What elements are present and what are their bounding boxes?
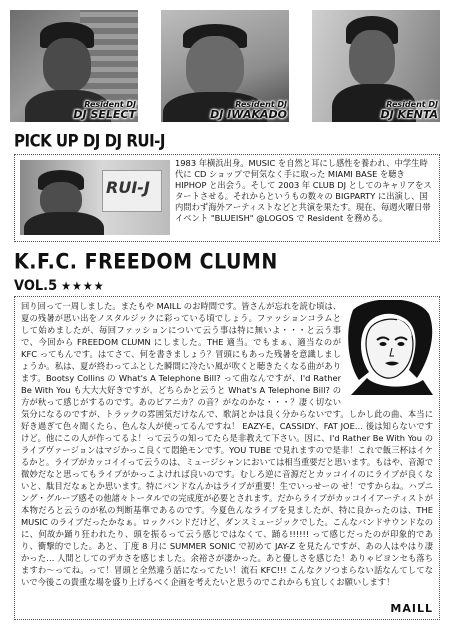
pickup-bio: 1983 年横浜出身。MUSIC を自然と耳にし感性を養われ、中学生時代に CD ショップで何気なく手に取った MIAMI BASE を聴き HIPHOP と出会う。そして 2003 年 CLUB DJ としてのキャリアをスタートさせる。それからというもの数々の BIGPARTY に出演し、国内問わず海外アーティストなどと共演を果たす。現在、毎週火曜日帯イベント "BLUEISH" @LOGOS で Resident を務める。 <box>175 158 432 223</box>
resident-dj-caption <box>210 101 287 120</box>
resident-dj-portrait-select <box>10 10 138 122</box>
resident-name: DJ IWAKADO <box>210 108 287 121</box>
pinup-illustration <box>347 300 433 395</box>
resident-dj-caption <box>73 101 136 120</box>
column-article <box>21 300 433 588</box>
volume-label: VOL.5 <box>14 278 58 295</box>
pickup-photo-sign: RUI-J <box>106 178 150 197</box>
resident-role: Resident DJ <box>235 100 287 109</box>
column-heading: K.F.C. FREEDOM CLUMN <box>14 250 278 275</box>
column-body: 回り回って一周しました。またもや MAILL のお時間です。皆さんが忘れを読む頃は、夏の残暑が思い出をノスタルジックに彩っている頃でしょう。ファッションコラムとして始めましたが、毎回ファッションについて云う事は特に無いよ・・・と云う事で、今回から FREEDOM CLUMN にしました。THE 適当。でもまぁ、適当なのが KFC ってもんです。はてさて、何を書きましょう？冒頭にもあった残暑を意識しましょうか。私は、夏が終わってふとした瞬間に冷たい風が吹くと聴きたくなる曲があります。Bootsy Collins の What's A Telephone Bill? って曲なんですが、I'd Rather Be With You も大大大好きですが、どちらかと云うと What's A Telephone Bill? の方が秋って感じがするのです。あのピアニカ？の音？がなのかな・・・？凄く切ない気分になるのですが、トラックの雰囲気だけなんで、歌詞とかは良く分からないです。しかし此の曲、本当に好き過ぎて色々聞くたら、色んな人が使ってるんですね！ EAZY-E、CASSIDY、FAT JOE… 後は知らないですけど。他にこの人が作ってるよ！って云うの知ってたら是非教えて下さい。因に、I'd Rather Be With You のライブヴァージョンはマジかっこ良くて悶絶モンです。YOU TUBE で見れますので是非！これで飯三杯はイケるかと。ライブがカッコイイって云うのは、ミュージシャンにおいては相当重要だと思います。もはや、音源で微妙だなと思ってもライブがかっこよければ良いのです。むしろ逆に音源だとカッコイイのにライブが良くないと、駄目だなぁとか思います。特にバンドなんかはライブが重要！生でいっせーの せ！ですからね。ハプニング・グルーブ感その他諸々トータルでの完成度が必要とされます。だからライブがカッコイイアーティストが本物だろと云うのが私の判断基準であるのです。今夏色んなライブを見ましたが、特に良かったのは、THE MUSIC のライブだったかなぁ。ロックバンドだけど、ダンスミュージックでした。こんなバンドサウンドなのに、何故か踊り狂われたり、頭を振るって云う感じではなくて、踊る!!!!!! って感じだったのが印象的であり、衝撃的でした。あと、丁度 8 月に SUMMER SONIC で初めて JAY-Z を見たんですが、あの人はやはり凄かった… 人間としてのデカさを感じました。余裕さが凄かった。あと優しさを感じた！ありゃビヨンセも落ちますわ〜ってね。って！冒頭と全然違う話になってたい！流石 KFC!!! こんなクソつまらない話なんてしてないで今後この貴重な場を盛り上げるべく企画を考えたいと思うのでこれからも宜しくお願いします！ <box>21 301 433 587</box>
column-volume <box>14 278 105 295</box>
resident-dj-portrait-iwakado <box>161 10 289 122</box>
pickup-dj-photo <box>20 160 170 235</box>
resident-role: Resident DJ <box>84 100 136 109</box>
column-box <box>14 296 440 620</box>
resident-role: Resident DJ <box>386 100 438 109</box>
column-signature: MAILL <box>390 602 433 615</box>
resident-dj-row <box>10 10 440 125</box>
resident-dj-portrait-kenta <box>312 10 440 122</box>
resident-name: DJ KENTA <box>380 108 438 121</box>
pickup-box <box>14 154 440 242</box>
pickup-heading: PICK UP DJ DJ RUI-J <box>14 131 165 151</box>
resident-name: DJ SELECT <box>73 108 136 121</box>
resident-dj-caption <box>381 101 438 120</box>
volume-stars: ★★★★ <box>61 279 105 294</box>
